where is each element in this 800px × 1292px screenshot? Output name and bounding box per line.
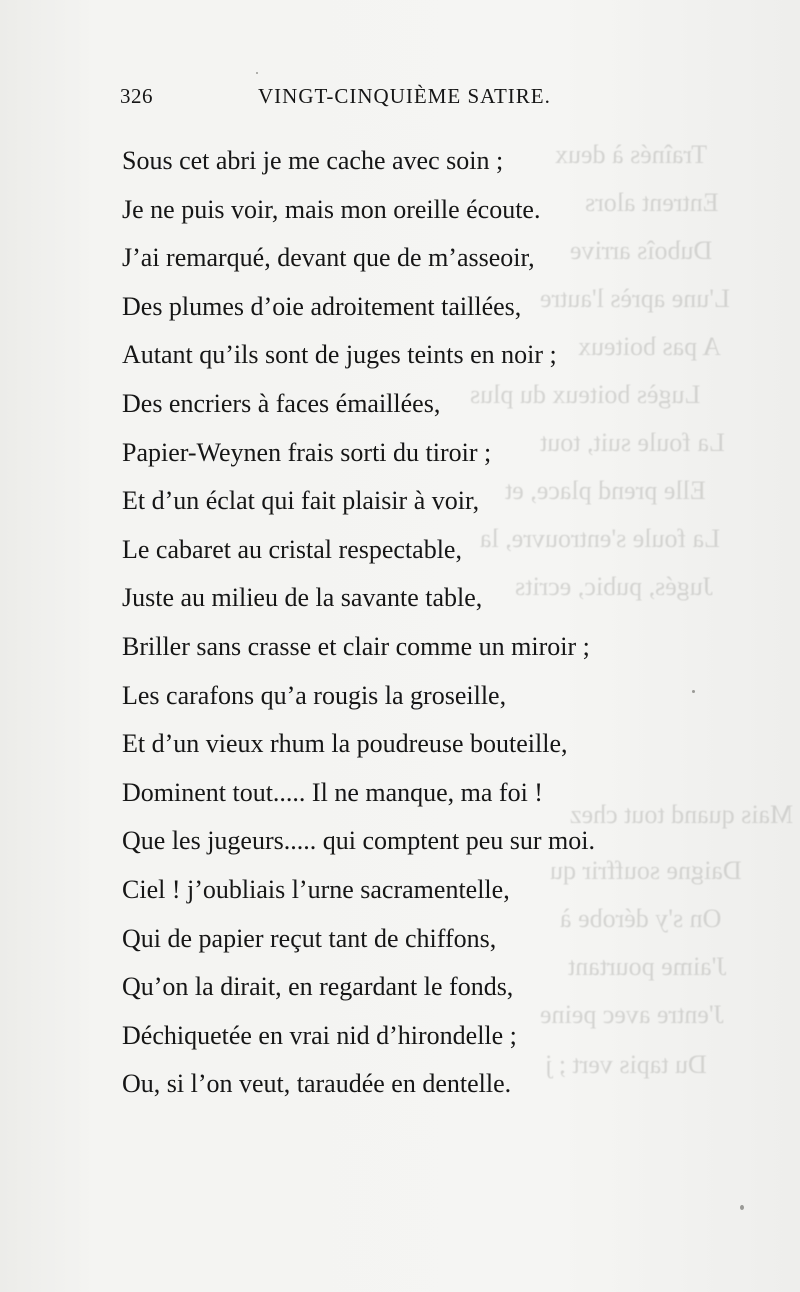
verse-block [122,137,722,1109]
running-header [120,84,580,118]
show-through-line: A pas boiteux [578,332,721,361]
show-through-line: Entrent alors [585,188,719,217]
paper-speck [740,1205,744,1210]
show-through-line: Daigne souffrir qu [550,856,742,885]
show-through-line: Jugés, pubic, ecrits [515,572,713,601]
show-through-line: La foule suit, tout [540,428,725,457]
verse-line: Ciel ! j’oubliais l’urne sacramentelle, [122,874,510,904]
verse-line: Et d’un éclat qui fait plaisir à voir, [122,486,480,516]
verse-line: Que les jugeurs..... qui comptent peu sur moi. [122,826,595,856]
verse-line: Autant qu’ils sont de juges teints en noir ; [122,340,557,370]
running-title: VINGT-CINQUIÈME SATIRE. [258,84,551,108]
verse-line: Les carafons qu’a rougis la groseille, [122,680,507,710]
verse-line: Je ne puis voir, mais mon oreille écoute. [122,194,541,224]
verse-line: Briller sans crasse et clair comme un miroir ; [122,631,590,661]
show-through-line: J'entre avec peine [540,1000,724,1029]
verse-line: Des encriers à faces émaillées, [122,388,441,418]
verse-line: Dominent tout..... Il ne manque, ma foi ! [122,777,543,807]
verse-line: Et d’un vieux rhum la poudreuse bouteille, [122,729,568,759]
show-through-line: Traînés à deux [555,140,708,169]
show-through-line: Mais quand tout chez [570,800,794,829]
paper-speck [692,690,695,693]
show-through-line: La foule s'entrouvre, la [480,524,721,553]
show-through-line: Lugès boiteux du plus [470,380,701,409]
show-through-line: On s'y dérobe à [560,904,722,933]
show-through-line: L'une après l'autre [540,284,730,313]
verse-line: Ou, si l’on veut, taraudée en dentelle. [122,1069,512,1099]
page-number: 326 [120,84,153,108]
verse-line: Qui de papier reçut tant de chiffons, [122,923,497,953]
show-through-line: J'aime pourtant [568,952,727,981]
verse-line: Le cabaret au cristal respectable, [122,534,462,564]
verse-line: J’ai remarqué, devant que de m’asseoir, [122,243,535,273]
show-through-line: Du tapis vert ; j [545,1050,707,1079]
verse-line: Sous cet abri je me cache avec soin ; [122,146,504,175]
verse-line: Qu’on la dirait, en regardant le fonds, [122,972,514,1002]
verse-line: Juste au milieu de la savante table, [122,583,483,613]
verse-line: Des plumes d’oie adroitement taillées, [122,291,522,321]
paper-speck [256,72,258,74]
verse-line: Déchiquetée en vrai nid d’hirondelle ; [122,1020,517,1050]
show-through-line: Duboîs arrive [570,236,713,265]
show-through-line: Elle prend place, et [505,476,706,505]
verse-line: Papier-Weynen frais sorti du tiroir ; [122,437,492,467]
